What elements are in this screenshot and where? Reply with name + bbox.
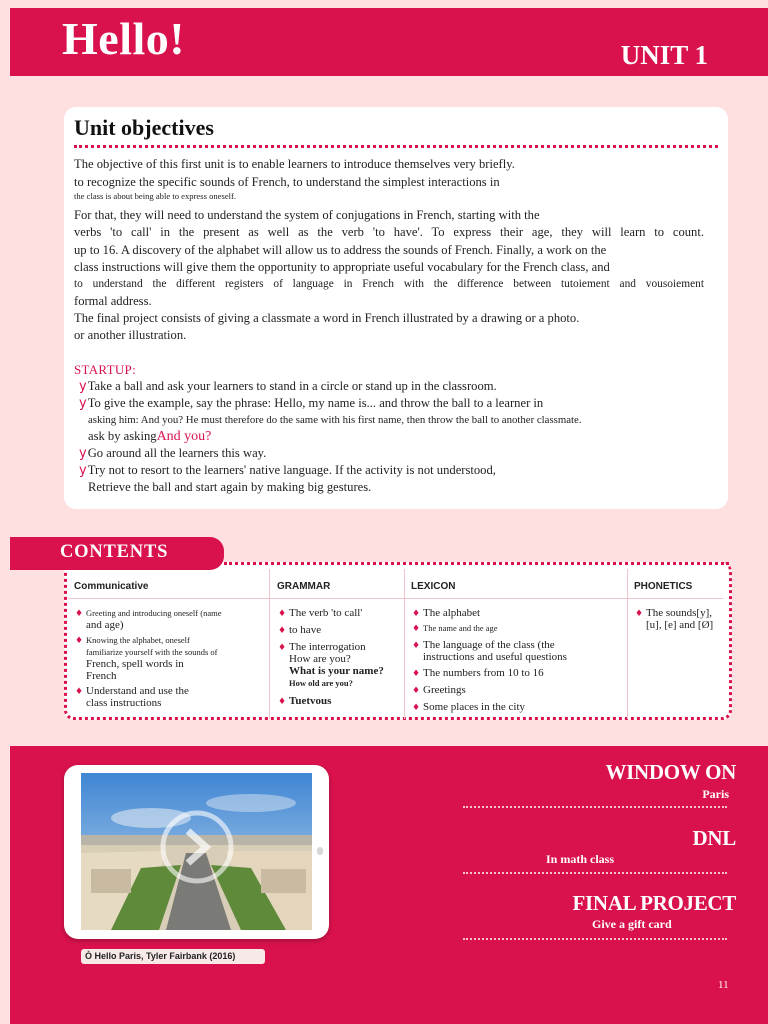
objectives-line: the class is about being able to express oneself. [74, 191, 237, 201]
startup-label: STARTUP: [74, 362, 136, 377]
section-title-window-on: WINDOW ON [605, 760, 736, 784]
video-tablet[interactable] [64, 765, 329, 939]
list-item: ♦ The alphabet [411, 607, 623, 619]
page-title: Hello! [62, 13, 186, 64]
contents-column-lexicon [411, 569, 623, 719]
objectives-line: The objective of this first unit is to enable learners to introduce themselves very briefly. [74, 157, 515, 171]
objectives-title: Unit objectives [74, 115, 214, 140]
objectives-line: or another illustration. [74, 328, 187, 342]
startup-line: yTry not to resort to the learners' native language. If the activity is not understood, [79, 463, 496, 478]
list-item: ♦ Greetings [411, 684, 623, 696]
paris-photo [81, 773, 312, 930]
list-item: ♦ The interrogation How are you? What is your name? How old are you? [277, 641, 402, 689]
caption-symbol-icon: Ò [85, 951, 93, 961]
bullet-icon: y [79, 446, 87, 461]
startup-line: Retrieve the ball and start again by making big gestures. [88, 480, 372, 494]
tablet-home-button[interactable] [317, 847, 323, 855]
contents-column-grammar [277, 569, 402, 719]
startup-line: ask by askingAnd you? [88, 429, 212, 444]
list-item: ♦ Some places in the city [411, 701, 623, 713]
and-you-highlight: And you? [156, 429, 212, 444]
list-item: ♦ Tuetvous [277, 695, 402, 707]
column-divider [404, 569, 405, 719]
list-item: ♦ Knowing the alphabet, oneself familiarize yourself with the sounds of French, spell words in French [74, 634, 264, 682]
objectives-line: to recognize the specific sounds of French, to understand the simplest interactions in [74, 175, 500, 189]
list-item: ♦ The sounds[y], [u], [e] and [Ø] [634, 607, 724, 631]
section-sub-final-project: Give a gift card [592, 917, 672, 931]
list-item: ♦ to have [277, 624, 402, 636]
objectives-card [64, 107, 728, 509]
section-divider [463, 806, 727, 808]
section-title-final-project: FINAL PROJECT [572, 891, 736, 915]
column-heading: LEXICON [411, 581, 456, 592]
section-sub-window-on: Paris [702, 787, 729, 801]
startup-line: yTake a ball and ask your learners to stand in a circle or stand up in the classroom. [79, 379, 497, 394]
contents-label: CONTENTS [60, 542, 169, 562]
contents-column-phonetics [634, 569, 724, 719]
list-item: ♦ Understand and use the class instructions [74, 685, 264, 709]
startup-line: yTo give the example, say the phrase: Hello, my name is... and throw the ball to a learner in [79, 396, 544, 411]
contents-top-border [224, 562, 729, 565]
startup-line: yGo around all the learners this way. [79, 446, 267, 461]
bullet-icon: y [79, 379, 87, 394]
section-divider [463, 938, 727, 940]
list-item: ♦ Greeting and introducing oneself (name and age) [74, 607, 264, 631]
list-item: ♦ The language of the class (the instructions and useful questions [411, 639, 623, 663]
list-item: ♦ The name and the age [411, 622, 623, 634]
column-heading: PHONETICS [634, 581, 693, 592]
contents-tab [10, 537, 224, 570]
section-divider [463, 872, 727, 874]
objectives-line: up to 16. A discovery of the alphabet will allow us to address the sounds of French. Finally, a work on the [74, 243, 607, 257]
bullet-icon: y [79, 396, 87, 411]
objectives-line: For that, they will need to understand the system of conjugations in French, starting with the [74, 208, 540, 222]
column-heading: GRAMMAR [277, 581, 331, 592]
section-title-dnl: DNL [692, 826, 736, 850]
contents-column-communicative [74, 569, 264, 719]
list-item: ♦ The numbers from 10 to 16 [411, 667, 623, 679]
column-divider [269, 569, 270, 719]
video-caption: Ò Hello Paris, Tyler Fairbank (2016) [81, 949, 265, 964]
video-thumbnail[interactable] [81, 773, 312, 930]
objectives-line: class instructions will give them the opportunity to appropriate useful vocabulary for the French class, and [74, 260, 610, 274]
column-divider [627, 569, 628, 719]
page-number: 11 [718, 979, 729, 991]
bullet-icon: y [79, 463, 87, 478]
objectives-line: to understand the different registers of language in French with the difference between tutoiement and vousoiement [74, 278, 704, 290]
objectives-line: formal address. [74, 294, 152, 308]
header-banner [10, 8, 768, 76]
list-item: ♦ The verb 'to call' [277, 607, 402, 619]
startup-line: asking him: And you? He must therefore do the same with his first name, then throw the ball to another classmate. [88, 414, 582, 426]
section-sub-dnl: In math class [546, 852, 615, 866]
objectives-line: verbs 'to call' in the present as well as the verb 'to have'. To express their age, they will learn to count. [74, 225, 704, 239]
unit-label: UNIT 1 [620, 40, 708, 70]
column-heading: Communicative [74, 581, 149, 592]
objectives-divider [74, 145, 718, 148]
objectives-line: The final project consists of giving a classmate a word in French illustrated by a drawing or a photo. [74, 311, 580, 325]
